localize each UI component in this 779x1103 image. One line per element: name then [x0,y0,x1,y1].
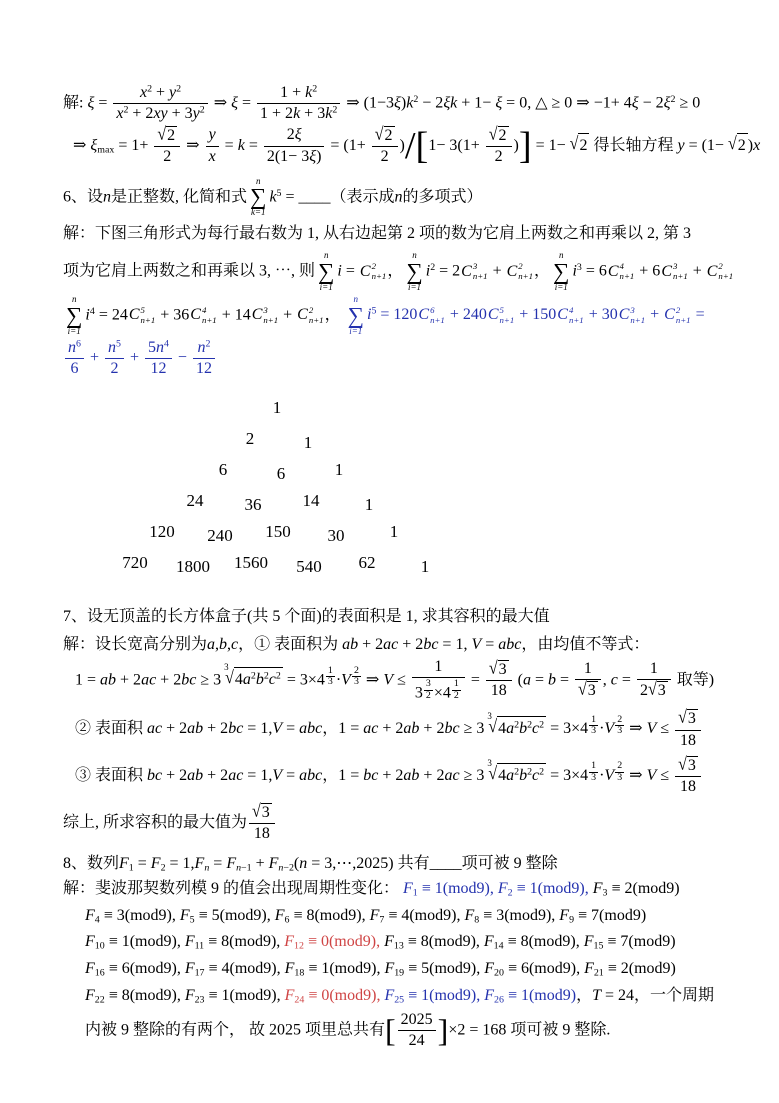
number-triangle [63,398,729,577]
triangle-number: 720 [122,553,148,573]
problem6-solution-line1: 解：下图三角形式为每行最右数为 1, 从右边起第 2 项的数为它肩上两数之和再乘以 2, 第 3 [63,225,692,243]
triangle-row [248,398,729,418]
problem5-solution-line2: ⇒ $\xi_{max} = 1+$ $\frac{√2}{2}$ ⇒ $\frac{y}{x}$ = k = $\frac{2\xi}{2(1- 3\xi)}$ = (1+ $\frac{√2}{2}$ )/[1− 3(1+ $\frac{√2}{2}$ )] = 1− √2 得长轴方程 y = (1− √2 )x [73,124,761,167]
problem8-solution-line5: $F_{22} \equiv 8(mod9)$, $F_{23} \equiv 1(mod9)$, $F_{24} \equiv 0(mod9)$, $F_{25} \equiv 1(mod9)$, $F_{26} \equiv 1(mod9)$，T = 24，一个周期 [85,986,715,1006]
triangle-number: 1 [303,433,313,453]
problem8-solution-line6: 内被 9 整除的有两个， 故 2025 项里总共有[ $\frac{2025}{24}$ ]×2 = 168 项可被 9 整除. [85,1010,611,1050]
triangle-number: 240 [207,526,233,546]
triangle-row [133,522,729,546]
problem6-title: 6、设n是正整数, 化简和式 n ∑ k=1 $k^5$ = ____（表示成n的多项式） [63,175,483,218]
triangle-number: 6 [276,464,286,484]
problem7-solution-intro: 解：设长宽高分别为a,b,c，① 表面积为 ab + 2ac + 2bc = 1, V = abc，由均值不等式： [63,635,650,653]
problem7-case3: ③ 表面积 bc + 2ab + 2ac = 1,V = abc，1 = bc + 2ab + 2ac ≥ 3 3 $√4a^2b^2c^2 = 3\times 4$ $^{\frac{1}{3}}$ ·V $^{\frac{2}{3}}$ ⇒ V ≤ $\frac{√3}{18}$ [63,756,729,797]
triangle-number: 24 [186,491,204,511]
triangle-number: 1 [389,522,399,542]
problem5-solution-line1: 解: ξ = $\frac{x^2 + y^2}{x^2 + 2xy + 3y^2}$ ⇒ ξ = $\frac{1 + k^2}{1 + 2k + 3k^2}$ ⇒ $(1-3\xi)k^2 - 2\xi k + 1- \xi = 0$, △ ≥ 0 ⇒ $-1+ 4\xi - 2\xi^2 \ge 0$ [63,83,701,123]
problem7-case2: ② 表面积 ac + 2ab + 2bc = 1,V = abc，1 = ac + 2ab + 2bc ≥ 3 3 $√4a^2b^2c^2 = 3\times 4$ $^{\frac{1}{3}}$ ·V $^{\frac{2}{3}}$ ⇒ V ≤ $\frac{√3}{18}$ [63,709,729,750]
problem8-solution-line3: $F_{10} \equiv 1(mod9)$, $F_{11} \equiv 8(mod9)$, $F_{12} \equiv 0(mod9)$, $F_{13} \equiv 8(mod9)$, $F_{14} \equiv 8(mod9)$, $F_{15} \equiv 7(mod9)$ [85,933,676,952]
problem6-solution-line4: $\frac{n^6}{6}$ + $\frac{n^5}{2}$ + $\frac{5n^4}{12}$ − $\frac{n^2}{12}$ [63,339,729,379]
problem6-solution-line3: n ∑ i=1 $i^4 = 24$ C 5 n+1 + 36 C 4 n+1 + 14 C 3 n+1 + C 2 n+1 ， n ∑ i=1 $i^5 = 120$ C 6 n+1 + 240 C 5 n+1 + 150 C 4 n+1 + 30 C 3 n+1 + C 2 n+1 = [66,294,705,336]
problem7-case1: 1 = ab + 2ac + 2bc ≥ 3 3 $√4a^2b^2c^2 = 3\times 4$ $^{\frac{1}{3}}$ ·V $^{\frac{2}{3}}$ ⇒ V ≤ 1 3 $^{\frac{3}{2}}$ ×4 $^{\frac{1}{2}}$ = $\frac{√3}{18}$ (a = b = $\frac{1}{√3}$ , c = $\frac{1}{2√3}$ 取等) [75,657,715,702]
triangle-number: 1 [272,398,282,418]
problem7-conclusion: 综上, 所求容积的最大值为 $\frac{√3}{18}$ [63,803,729,844]
triangle-number: 1800 [176,557,210,577]
triangle-number: 540 [296,557,322,577]
triangle-number: 2 [245,429,255,449]
triangle-number: 1 [334,460,344,480]
triangle-number: 14 [302,491,320,511]
problem6-solution-line2: 项为它肩上两数之和再乘以 3, ⋯, 则 n ∑ i=1 i = C 2 n+1 ， n ∑ i=1 $i^2 = 2$ C 3 n+1 + C 2 n+1 ， n ∑ i=1 $i^3 = 6$ C 4 n+1 + 6 C 3 n+1 + C 2 n+1 [63,250,734,293]
triangle-number: 1 [420,557,430,577]
triangle-row [221,429,729,453]
problem8-title: 8、数列$F_1 = F_2 = 1,F_n = F_{n-1} + F_{n-2}(n$ = 3,⋯,2025) 共有____项可被 9 整除 [63,854,558,874]
triangle-number: 36 [244,495,262,515]
triangle-number: 1560 [234,553,268,573]
problem7-title: 7、设无顶盖的长方体盒子(共 5 个面)的表面积是 1, 求其容积的最大值 [63,608,550,626]
triangle-number: 6 [218,460,228,480]
triangle-row [166,491,729,515]
triangle-number: 120 [149,522,175,542]
triangle-number: 30 [327,526,345,546]
problem8-solution-line2: $F_4 \equiv 3(mod9)$, $F_5 \equiv 5(mod9)$, $F_6 \equiv 8(mod9)$, $F_7 \equiv 4(mod9)$, $F_8 \equiv 3(mod9)$, $F_9 \equiv 7(mod9)$ [85,906,647,925]
triangle-row [106,553,729,577]
problem8-solution-line4: $F_{16} \equiv 6(mod9)$, $F_{17} \equiv 4(mod9)$, $F_{18} \equiv 1(mod9)$, $F_{19} \equiv 5(mod9)$, $F_{20} \equiv 6(mod9)$, $F_{21} \equiv 2(mod9)$ [85,960,676,979]
triangle-number: 150 [265,522,291,542]
triangle-number: 62 [358,553,376,573]
problem8-solution-line1: 解：斐波那契数列模 9 的值会出现周期性变化： $F_1 \equiv 1(mod9)$, $F_2 \equiv 1(mod9)$, $F_3 \equiv 2(mod9)$ [63,879,680,899]
triangle-number: 1 [364,495,374,515]
triangle-row [194,460,729,484]
